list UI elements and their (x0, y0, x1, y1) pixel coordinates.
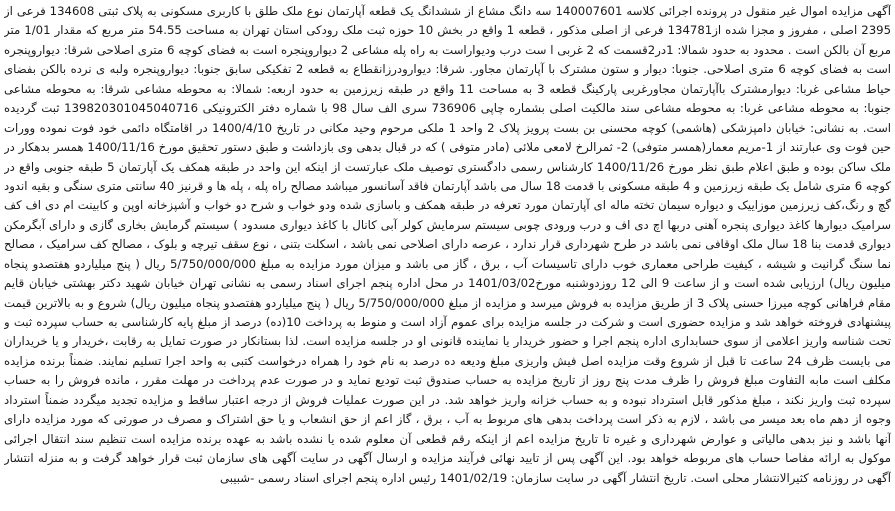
auction-notice-text: آگهی مزایده اموال غیر منقول در پرونده اجرائی کلاسه 140007601 سه دانگ مشاع از ششدانگ یک قطعه آپارتمان نوع ملک طلق با کاربری مسکونی به پلاک ثبتی 134608 فرعی از 2395 اصلی ، مفروز و مجزا شده از134781 فرعی از اصلی مذکور ، قطعه 1 واقع در بخش 10 حوزه ثبت ملک رودکی استان تهران به مساحت 54.55 متر مربع که مقدار 1/01 متر مربع آن بالکن است . محدود به حدود شمالا: 1در2قسمت که 2 غربی ا ست درب وديواراست به راه پله مشاعی 2 ديواروپنجره است به فضای کوچه 6 متری اصلاحی شرقا: ديواروپنجره است به فضای کوچه 6 متری اصلاحی. جنوبا: ديوار و ستون مشترک با آپارتمان مجاور. شرقا: دیوارودرزانقطاع به قطعه 2 تفکیکی سابق جنوبا: دیواروپنجره ولبه ی نرده بالکن بفضای حیاط مشاعی غربا: دیوارمشترک باآپارتمان مجاورغربی پارکینگ قطعه 3 به مساحت 11 واقع در طبقه زیرزمین به حدود اربعه: شمالا: به محوطه مشاعی شرقا: به محوطه مشاعی جنوبا: به محوطه مشاعی غربا: به محوطه مشاعی سند مالکیت اصلی بشماره چاپی 736906 سری الف سال 98 با شماره دفتر الکترونیکی 139820301045040716 ثبت گردیده است. به نشانی: خیابان دامپزشکی (هاشمی) کوچه محسنی بن بست پرویز پلاک 2 واحد 1 ملکی مرحوم وحید مکانی در تاریخ 1400/4/10 در اقامتگاه دائمی خود فوت نموده وورات حین فوت وی عبارتند از 1-مریم معمار(همسر متوفی) 2- ثمرالرخ لامعی ملائی (مادر متوفی ) که در قبال بدهی وی بازداشت و طبق دستور تحقیق مورخ 1400/11/16 همسر بدهکار در ملک ساکن بوده و طبق اعلام طبق نظر مورخ 1400/11/26 کارشناس رسمی دادگستری توصیف ملک عبارتست از اینکه این واحد در طبقه همکف یک آپارتمان 5 طبقه جنوبی واقع در کوچه 6 متری شامل یک طبقه زیرزمین و 4 طبقه مسکونی با قدمت 18 سال می باشد آپارتمان فاقد آسانسور میباشد مصالح راه پله ، پله ها و قرنیز 40 سانتی متری سنگی و بقیه اندود گچ و رنگ،کف زیرزمین موزاییک و دیواره سیمان تخته ماله ای آپارتمان مورد تعرفه در طبقه همکف و باسازی شده ودو خواب و شرح دو خواب و آشپزخانه اوپن و کابینت ام دی اف کف سرامیک دیوارها کاغذ دیواری پنجره آهنی دربها اچ دی اف و درب ورودی چوبی سیستم سرمایش کولر آبی کانال با کاغذ دیواری مسدود ) سیستم گرمایش بخاری گازی و دارای آبگرمکن دیواری قدمت بنا 18 سال ملک اوقافی نمی باشد در طرح شهرداری قرار ندارد ، عرصه دارای اصلاحی نمی باشد ، اسکلت بتنی ، نوع سقف تیرچه و بلوک ، مصالح کف سرامیک ، مصالح نما سنگ گرانیت و شیشه ، کیفیت طراحی معماری خوب دارای تاسیسات آب ، برق ، گاز می باشد و میزان مورد مزایده به مبلغ 5/750/000/000 ریال ( پنج میلیاردو هفتصدو پنجاه میلیون ریال) ارزیابی شده است و از ساعت 9 الی 12 روزدوشنبه مورخ1401/03/02 در محل اداره پنجم اجرای اسناد رسمی به نشانی تهران خیابان شهید دکتر بهشتی خیابان قایم مقام فراهانی کوچه میرزا حسنی پلاک 3 از طریق مزایده به فروش میرسد و مزایده از مبلغ 5/750/000/000 ریال ( پنج میلیاردو هفتصدو پنجاه میلیون ریال) شروع و به بالاترین قیمت پیشنهادی فروخته خواهد شد و مزایده حضوری است و شرکت در جلسه مزایده برای عموم آزاد است و منوط به پرداخت 10(ده) درصد از مبلغ پایه کارشناسی به حساب سپرده ثبت و تحت شناسه واریز اعلامی از سوی حسابداری اداره پنجم اجرا و حضور خریدار یا نماینده قانونی او در جلسه مزایده است. لذا بستانکار در صورت تمایل به رقابت ،خریدار و یا خریداران می بایست ظرف 24 ساعت تا قبل از شروع وقت مزایده اصل فیش واریزی مبلغ ودیعه ده درصد به نام خود را همراه درخواست کتبی به واحد اجرا تسلیم نمایند. ضمناً برنده مزایده مکلف است مابه التفاوت مبلغ فروش را ظرف مدت پنج روز از تاریخ مزایده به حساب صندوق ثبت تودیع نماید و در صورت عدم پرداخت در مهلت مقرر ، مانده فروش را به حساب سپرده ثبت واریز نکند ، مبلغ مذکور قابل استرداد نبوده و به حساب خزانه واریز خواهد شد. در این صورت عملیات فروش از درجه اعتبار ساقط و مزایده تجدید میگردد ضمناً استرداد وجوه از دهم ماه بعد میسر می باشد ، لازم به ذکر است پرداخت بدهی های مربوط به آب ، برق ، گاز اعم از حق انشعاب و یا حق اشتراک و مصرف در صورتی که مورد مزایده دارای آنها باشد و نیز بدهی مالیاتی و عوارض شهرداری و غیره تا تاریخ مزایده اعم از اینکه رقم قطعی آن معلوم شده یا نشده باشد به عهده برنده مزایده است تنظیم سند انتقال اجرائی موکول به ارائه مفاصا حساب های مربوطه خواهد بود. این آگهی پس از تایید نهائی فرآیند مزایده و ارسال آگهی در سایت آگهی های سازمان ثبت قرار خواهد گرفت و به منزله انتشار آگهی در روزنامه کثیرالانتشار محلی است. تاریخ انتشار آگهی در سایت سازمان: 1401/02/19 رئیس اداره پنجم اجرای اسناد رسمی -شبیبی (4, 4, 891, 485)
